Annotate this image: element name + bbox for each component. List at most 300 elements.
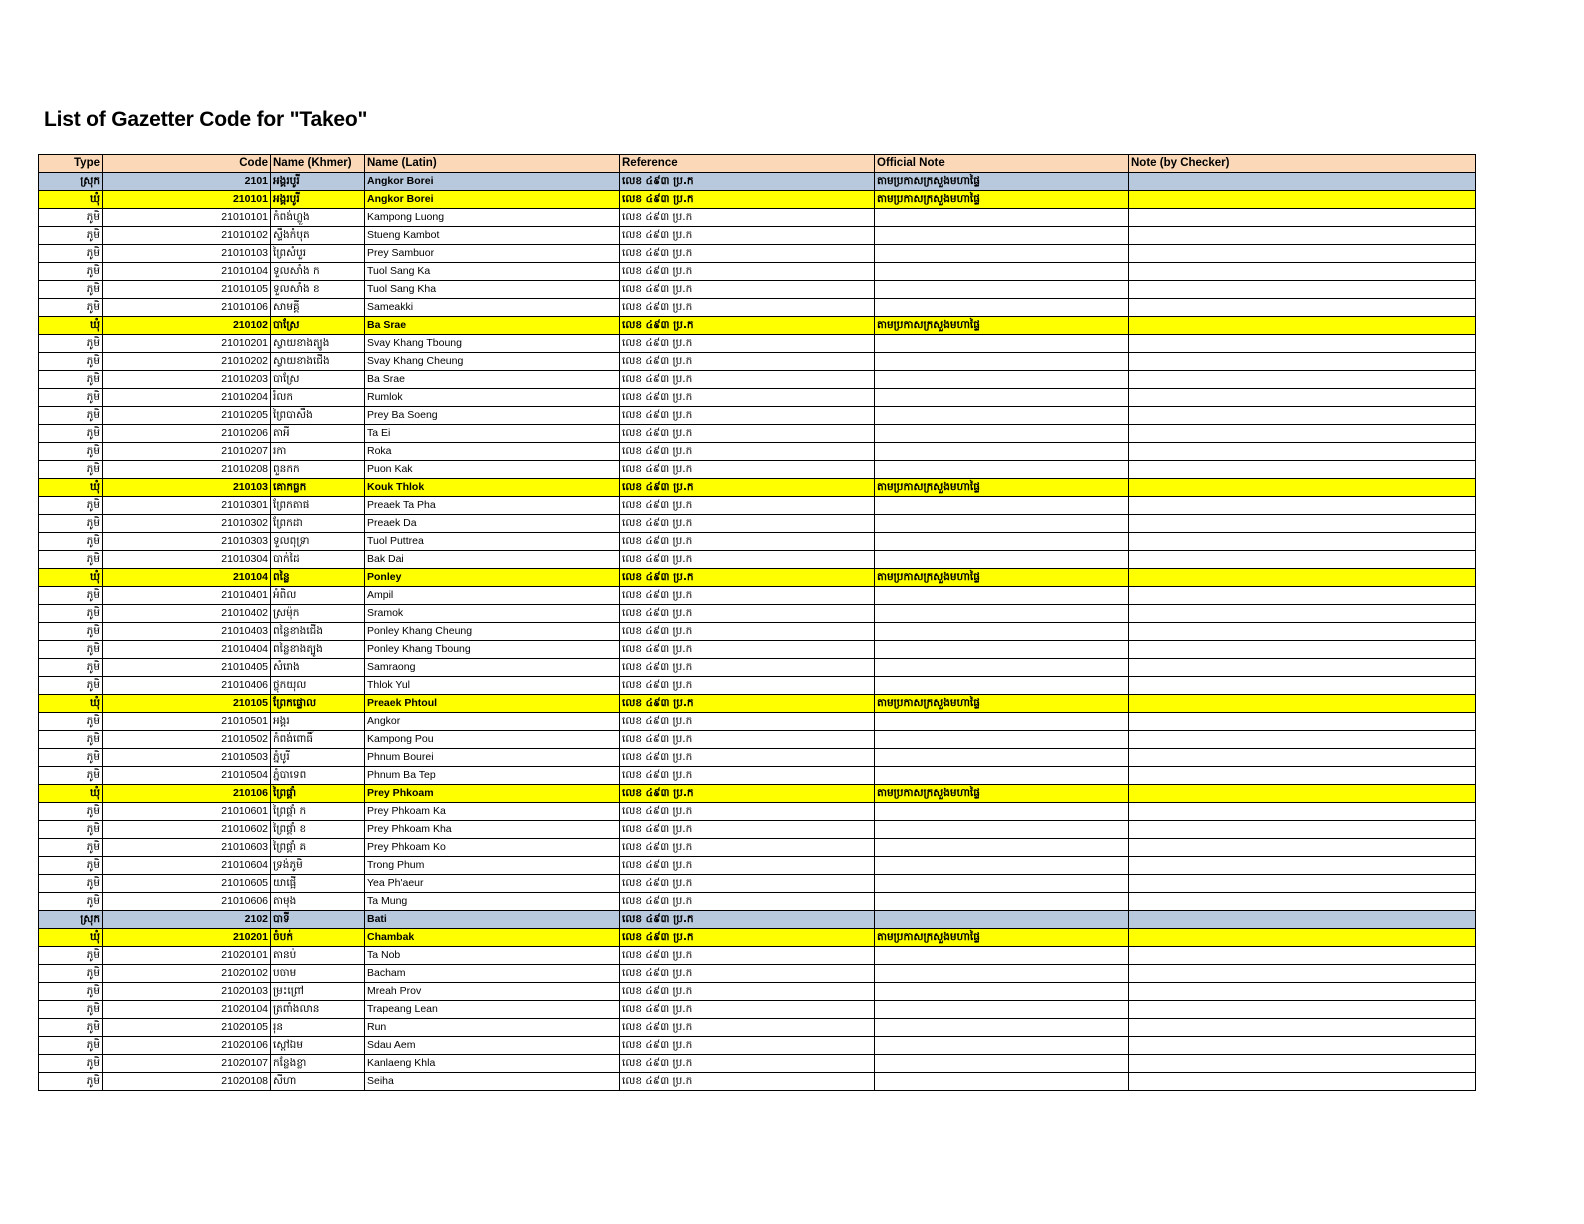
cell-official-note xyxy=(875,1001,1129,1019)
cell-name-khmer: ទ្រង់ភូមិ xyxy=(271,857,365,875)
cell-checker-note xyxy=(1129,407,1476,425)
table-row xyxy=(39,983,1476,1001)
cell-code: 21010501 xyxy=(103,713,271,731)
cell-code: 21010406 xyxy=(103,677,271,695)
cell-code: 21010101 xyxy=(103,209,271,227)
cell-name-khmer: សាមគ្គី xyxy=(271,299,365,317)
column-header-name-khmer: Name (Khmer) xyxy=(271,155,365,173)
cell-type: ភូមិ xyxy=(39,1001,103,1019)
cell-reference: លេខ ៤៩៣ ប្រ.ក xyxy=(620,191,875,209)
cell-name-khmer: ព្រៃផ្គាំ គ xyxy=(271,839,365,857)
table-row xyxy=(39,299,1476,317)
cell-name-latin: Ta Ei xyxy=(365,425,620,443)
cell-name-latin: Ta Nob xyxy=(365,947,620,965)
cell-checker-note xyxy=(1129,209,1476,227)
cell-name-khmer: កំពង់ពោធិ៍ xyxy=(271,731,365,749)
cell-name-khmer: គោកធ្លក xyxy=(271,479,365,497)
cell-name-khmer: អង្គរបូរី xyxy=(271,173,365,191)
table-row xyxy=(39,821,1476,839)
cell-name-khmer: ត្រពាំងលាន xyxy=(271,1001,365,1019)
table-row xyxy=(39,209,1476,227)
cell-code: 21010103 xyxy=(103,245,271,263)
cell-name-latin: Kouk Thlok xyxy=(365,479,620,497)
cell-type: ភូមិ xyxy=(39,875,103,893)
cell-name-khmer: រុន xyxy=(271,1019,365,1037)
cell-type: ភូមិ xyxy=(39,1055,103,1073)
cell-type: ភូមិ xyxy=(39,245,103,263)
cell-checker-note xyxy=(1129,353,1476,371)
table-row xyxy=(39,191,1476,209)
cell-checker-note xyxy=(1129,569,1476,587)
cell-checker-note xyxy=(1129,623,1476,641)
column-header-checker-note: Note (by Checker) xyxy=(1129,155,1476,173)
cell-type: ភូមិ xyxy=(39,983,103,1001)
cell-checker-note xyxy=(1129,425,1476,443)
cell-checker-note xyxy=(1129,551,1476,569)
cell-reference: លេខ ៤៩៣ ប្រ.ក xyxy=(620,335,875,353)
cell-name-latin: Mreah Prov xyxy=(365,983,620,1001)
cell-official-note: តាមប្រកាសក្រសួងមហាផ្ទៃ xyxy=(875,569,1129,587)
cell-reference: លេខ ៤៩៣ ប្រ.ក xyxy=(620,875,875,893)
table-row xyxy=(39,1073,1476,1091)
column-header-name-latin: Name (Latin) xyxy=(365,155,620,173)
table-row xyxy=(39,353,1476,371)
table-row xyxy=(39,605,1476,623)
column-header-reference: Reference xyxy=(620,155,875,173)
cell-name-latin: Preaek Da xyxy=(365,515,620,533)
cell-checker-note xyxy=(1129,1037,1476,1055)
cell-code: 210104 xyxy=(103,569,271,587)
cell-code: 21010403 xyxy=(103,623,271,641)
cell-name-khmer: ព្រៃបាសឹង xyxy=(271,407,365,425)
table-row xyxy=(39,263,1476,281)
cell-type: ភូមិ xyxy=(39,389,103,407)
table-row xyxy=(39,461,1476,479)
table-row xyxy=(39,1037,1476,1055)
cell-code: 21010602 xyxy=(103,821,271,839)
cell-code: 21010104 xyxy=(103,263,271,281)
cell-name-latin: Prey Sambuor xyxy=(365,245,620,263)
cell-code: 21020101 xyxy=(103,947,271,965)
cell-type: ភូមិ xyxy=(39,533,103,551)
cell-code: 21010604 xyxy=(103,857,271,875)
cell-name-latin: Angkor Borei xyxy=(365,191,620,209)
cell-checker-note xyxy=(1129,479,1476,497)
cell-code: 21010402 xyxy=(103,605,271,623)
cell-reference: លេខ ៤៩៣ ប្រ.ក xyxy=(620,677,875,695)
cell-code: 21010205 xyxy=(103,407,271,425)
cell-name-latin: Prey Phkoam Ko xyxy=(365,839,620,857)
cell-checker-note xyxy=(1129,389,1476,407)
cell-type: ឃុំ xyxy=(39,569,103,587)
cell-type: ភូមិ xyxy=(39,893,103,911)
cell-reference: លេខ ៤៩៣ ប្រ.ក xyxy=(620,479,875,497)
cell-official-note xyxy=(875,641,1129,659)
cell-official-note xyxy=(875,353,1129,371)
cell-official-note: តាមប្រកាសក្រសួងមហាផ្ទៃ xyxy=(875,785,1129,803)
cell-name-khmer: ភ្នំបូរី xyxy=(271,749,365,767)
cell-name-latin: Kampong Luong xyxy=(365,209,620,227)
cell-code: 21010401 xyxy=(103,587,271,605)
cell-type: ភូមិ xyxy=(39,335,103,353)
cell-official-note xyxy=(875,1037,1129,1055)
cell-checker-note xyxy=(1129,731,1476,749)
table-row xyxy=(39,1001,1476,1019)
cell-official-note xyxy=(875,371,1129,389)
cell-reference: លេខ ៤៩៣ ប្រ.ក xyxy=(620,227,875,245)
table-row xyxy=(39,1019,1476,1037)
cell-code: 2101 xyxy=(103,173,271,191)
cell-official-note xyxy=(875,533,1129,551)
cell-name-latin: Angkor Borei xyxy=(365,173,620,191)
cell-official-note xyxy=(875,1019,1129,1037)
table-row xyxy=(39,875,1476,893)
cell-checker-note xyxy=(1129,317,1476,335)
cell-official-note xyxy=(875,263,1129,281)
cell-code: 21010303 xyxy=(103,533,271,551)
cell-code: 210101 xyxy=(103,191,271,209)
cell-code: 21010605 xyxy=(103,875,271,893)
cell-code: 21020102 xyxy=(103,965,271,983)
cell-code: 21010102 xyxy=(103,227,271,245)
table-row xyxy=(39,335,1476,353)
cell-checker-note xyxy=(1129,299,1476,317)
cell-checker-note xyxy=(1129,641,1476,659)
cell-name-latin: Ta Mung xyxy=(365,893,620,911)
cell-official-note xyxy=(875,911,1129,929)
cell-reference: លេខ ៤៩៣ ប្រ.ក xyxy=(620,893,875,911)
cell-name-khmer: ពន្លៃ xyxy=(271,569,365,587)
table-row xyxy=(39,767,1476,785)
cell-name-khmer: សំរោង xyxy=(271,659,365,677)
cell-type: ភូមិ xyxy=(39,209,103,227)
cell-official-note xyxy=(875,965,1129,983)
cell-name-khmer: ព្រែកដា xyxy=(271,515,365,533)
cell-type: ភូមិ xyxy=(39,497,103,515)
cell-checker-note xyxy=(1129,677,1476,695)
cell-official-note xyxy=(875,281,1129,299)
table-row xyxy=(39,731,1476,749)
cell-reference: លេខ ៤៩៣ ប្រ.ក xyxy=(620,443,875,461)
cell-name-latin: Tuol Sang Ka xyxy=(365,263,620,281)
cell-name-latin: Trapeang Lean xyxy=(365,1001,620,1019)
cell-name-khmer: ភ្នំបាទេព xyxy=(271,767,365,785)
cell-type: ភូមិ xyxy=(39,677,103,695)
table-row xyxy=(39,713,1476,731)
cell-name-latin: Angkor xyxy=(365,713,620,731)
table-row xyxy=(39,443,1476,461)
table-row xyxy=(39,551,1476,569)
cell-official-note xyxy=(875,551,1129,569)
cell-checker-note xyxy=(1129,371,1476,389)
cell-name-khmer: អង្គរ xyxy=(271,713,365,731)
cell-checker-note xyxy=(1129,767,1476,785)
column-header-type: Type xyxy=(39,155,103,173)
cell-code: 21020105 xyxy=(103,1019,271,1037)
cell-checker-note xyxy=(1129,713,1476,731)
cell-type: ភូមិ xyxy=(39,947,103,965)
column-header-official-note: Official Note xyxy=(875,155,1129,173)
cell-name-latin: Trong Phum xyxy=(365,857,620,875)
cell-name-khmer: ស្វាយខាងជើង xyxy=(271,353,365,371)
cell-code: 21010606 xyxy=(103,893,271,911)
cell-checker-note xyxy=(1129,947,1476,965)
cell-reference: លេខ ៤៩៣ ប្រ.ក xyxy=(620,965,875,983)
cell-official-note xyxy=(875,515,1129,533)
cell-name-latin: Ponley xyxy=(365,569,620,587)
page-title: List of Gazetter Code for "Takeo" xyxy=(44,108,368,131)
cell-name-khmer: ស្រម៉ុក xyxy=(271,605,365,623)
cell-name-latin: Puon Kak xyxy=(365,461,620,479)
cell-name-latin: Phnum Bourei xyxy=(365,749,620,767)
cell-type: ឃុំ xyxy=(39,695,103,713)
table-row xyxy=(39,749,1476,767)
table-row xyxy=(39,173,1476,191)
table-row xyxy=(39,389,1476,407)
cell-name-latin: Kanlaeng Khla xyxy=(365,1055,620,1073)
cell-name-khmer: យាផ្អើ xyxy=(271,875,365,893)
cell-official-note xyxy=(875,821,1129,839)
cell-code: 21020107 xyxy=(103,1055,271,1073)
cell-name-khmer: ទួលពុទ្រា xyxy=(271,533,365,551)
cell-name-khmer: តានប់ xyxy=(271,947,365,965)
cell-name-khmer: ទួលសាំង ខ xyxy=(271,281,365,299)
cell-name-latin: Stueng Kambot xyxy=(365,227,620,245)
cell-reference: លេខ ៤៩៣ ប្រ.ក xyxy=(620,533,875,551)
cell-official-note xyxy=(875,839,1129,857)
cell-official-note xyxy=(875,767,1129,785)
cell-name-latin: Rumlok xyxy=(365,389,620,407)
cell-name-latin: Phnum Ba Tep xyxy=(365,767,620,785)
cell-code: 210102 xyxy=(103,317,271,335)
cell-code: 21010301 xyxy=(103,497,271,515)
cell-type: ភូមិ xyxy=(39,659,103,677)
cell-type: ស្រុក xyxy=(39,173,103,191)
cell-name-latin: Yea Ph'aeur xyxy=(365,875,620,893)
cell-checker-note xyxy=(1129,515,1476,533)
cell-name-latin: Seiha xyxy=(365,1073,620,1091)
cell-checker-note xyxy=(1129,875,1476,893)
cell-checker-note xyxy=(1129,1001,1476,1019)
cell-official-note: តាមប្រកាសក្រសួងមហាផ្ទៃ xyxy=(875,317,1129,335)
cell-type: ភូមិ xyxy=(39,857,103,875)
cell-official-note xyxy=(875,389,1129,407)
cell-name-khmer: អំពិល xyxy=(271,587,365,605)
cell-name-latin: Svay Khang Tboung xyxy=(365,335,620,353)
cell-checker-note xyxy=(1129,965,1476,983)
cell-code: 210103 xyxy=(103,479,271,497)
cell-checker-note xyxy=(1129,443,1476,461)
cell-name-khmer: ព្រៃផ្គាំ ខ xyxy=(271,821,365,839)
cell-reference: លេខ ៤៩៣ ប្រ.ក xyxy=(620,173,875,191)
cell-name-khmer: បចាម xyxy=(271,965,365,983)
cell-code: 21010601 xyxy=(103,803,271,821)
cell-name-latin: Ba Srae xyxy=(365,317,620,335)
cell-name-latin: Prey Phkoam Kha xyxy=(365,821,620,839)
cell-type: ភូមិ xyxy=(39,443,103,461)
cell-code: 2102 xyxy=(103,911,271,929)
cell-name-latin: Preaek Ta Pha xyxy=(365,497,620,515)
cell-code: 21020104 xyxy=(103,1001,271,1019)
cell-reference: លេខ ៤៩៣ ប្រ.ក xyxy=(620,497,875,515)
cell-checker-note xyxy=(1129,659,1476,677)
cell-name-khmer: ព្រៃផ្គាំ ក xyxy=(271,803,365,821)
cell-code: 21010106 xyxy=(103,299,271,317)
cell-code: 21010503 xyxy=(103,749,271,767)
cell-type: ភូមិ xyxy=(39,767,103,785)
cell-type: ភូមិ xyxy=(39,731,103,749)
cell-official-note: តាមប្រកាសក្រសួងមហាផ្ទៃ xyxy=(875,173,1129,191)
cell-name-latin: Bati xyxy=(365,911,620,929)
cell-type: ភូមិ xyxy=(39,353,103,371)
cell-type: ភូមិ xyxy=(39,641,103,659)
table-row xyxy=(39,245,1476,263)
table-body xyxy=(39,173,1476,1091)
cell-official-note: តាមប្រកាសក្រសួងមហាផ្ទៃ xyxy=(875,929,1129,947)
cell-reference: លេខ ៤៩៣ ប្រ.ក xyxy=(620,947,875,965)
cell-name-latin: Bak Dai xyxy=(365,551,620,569)
cell-reference: លេខ ៤៩៣ ប្រ.ក xyxy=(620,1055,875,1073)
cell-official-note xyxy=(875,443,1129,461)
cell-official-note xyxy=(875,749,1129,767)
cell-reference: លេខ ៤៩៣ ប្រ.ក xyxy=(620,713,875,731)
cell-reference: លេខ ៤៩៣ ប្រ.ក xyxy=(620,749,875,767)
cell-reference: លេខ ៤៩៣ ប្រ.ក xyxy=(620,371,875,389)
cell-official-note xyxy=(875,713,1129,731)
cell-code: 210105 xyxy=(103,695,271,713)
cell-official-note xyxy=(875,1055,1129,1073)
cell-type: ភូមិ xyxy=(39,803,103,821)
cell-official-note xyxy=(875,209,1129,227)
cell-name-khmer: ព្រៃសំបួរ xyxy=(271,245,365,263)
cell-checker-note xyxy=(1129,929,1476,947)
cell-name-latin: Run xyxy=(365,1019,620,1037)
cell-type: ស្រុក xyxy=(39,911,103,929)
cell-reference: លេខ ៤៩៣ ប្រ.ក xyxy=(620,641,875,659)
table-row xyxy=(39,371,1476,389)
cell-name-khmer: បាស្រែ xyxy=(271,371,365,389)
cell-reference: លេខ ៤៩៣ ប្រ.ក xyxy=(620,1001,875,1019)
cell-name-khmer: កំពង់ហ្លួង xyxy=(271,209,365,227)
cell-name-khmer: តាអី xyxy=(271,425,365,443)
cell-checker-note xyxy=(1129,911,1476,929)
table-row xyxy=(39,803,1476,821)
table-row xyxy=(39,695,1476,713)
cell-official-note xyxy=(875,983,1129,1001)
cell-name-latin: Roka xyxy=(365,443,620,461)
cell-name-latin: Kampong Pou xyxy=(365,731,620,749)
cell-name-latin: Svay Khang Cheung xyxy=(365,353,620,371)
cell-name-latin: Ba Srae xyxy=(365,371,620,389)
cell-official-note xyxy=(875,425,1129,443)
column-header-code: Code xyxy=(103,155,271,173)
cell-name-latin: Ampil xyxy=(365,587,620,605)
gazetteer-table xyxy=(38,154,1476,1091)
cell-reference: លេខ ៤៩៣ ប្រ.ក xyxy=(620,605,875,623)
cell-code: 210201 xyxy=(103,929,271,947)
cell-checker-note xyxy=(1129,497,1476,515)
cell-code: 21020103 xyxy=(103,983,271,1001)
cell-checker-note xyxy=(1129,245,1476,263)
cell-name-khmer: អង្គរបូរី xyxy=(271,191,365,209)
cell-name-latin: Ponley Khang Cheung xyxy=(365,623,620,641)
cell-name-latin: Sdau Aem xyxy=(365,1037,620,1055)
cell-type: ឃុំ xyxy=(39,785,103,803)
cell-code: 21010208 xyxy=(103,461,271,479)
cell-checker-note xyxy=(1129,461,1476,479)
cell-name-latin: Thlok Yul xyxy=(365,677,620,695)
table-row xyxy=(39,407,1476,425)
cell-code: 21010603 xyxy=(103,839,271,857)
table-header-row xyxy=(39,155,1476,173)
cell-official-note xyxy=(875,227,1129,245)
cell-name-khmer: ព្រៃផ្គាំ xyxy=(271,785,365,803)
cell-code: 21010405 xyxy=(103,659,271,677)
table-row xyxy=(39,947,1476,965)
cell-code: 21010206 xyxy=(103,425,271,443)
cell-type: ឃុំ xyxy=(39,191,103,209)
cell-reference: លេខ ៤៩៣ ប្រ.ក xyxy=(620,1037,875,1055)
cell-name-latin: Sameakki xyxy=(365,299,620,317)
cell-reference: លេខ ៤៩៣ ប្រ.ក xyxy=(620,857,875,875)
cell-name-latin: Ponley Khang Tboung xyxy=(365,641,620,659)
cell-checker-note xyxy=(1129,191,1476,209)
cell-type: ភូមិ xyxy=(39,749,103,767)
cell-reference: លេខ ៤៩៣ ប្រ.ក xyxy=(620,983,875,1001)
table-row xyxy=(39,569,1476,587)
cell-checker-note xyxy=(1129,1073,1476,1091)
cell-reference: លេខ ៤៩៣ ប្រ.ក xyxy=(620,569,875,587)
cell-official-note xyxy=(875,659,1129,677)
cell-code: 21010404 xyxy=(103,641,271,659)
table-row xyxy=(39,317,1476,335)
cell-official-note xyxy=(875,299,1129,317)
cell-name-khmer: ចំបក់ xyxy=(271,929,365,947)
cell-name-khmer: ពួនកក xyxy=(271,461,365,479)
cell-code: 21020108 xyxy=(103,1073,271,1091)
table-row xyxy=(39,1055,1476,1073)
cell-name-khmer: រកា xyxy=(271,443,365,461)
table-row xyxy=(39,929,1476,947)
cell-name-khmer: ព្រែកផ្ទោល xyxy=(271,695,365,713)
cell-type: ភូមិ xyxy=(39,839,103,857)
cell-reference: លេខ ៤៩៣ ប្រ.ក xyxy=(620,263,875,281)
cell-official-note xyxy=(875,623,1129,641)
cell-name-khmer: ស្ទឹងកំបុត xyxy=(271,227,365,245)
cell-code: 21010502 xyxy=(103,731,271,749)
table-row xyxy=(39,893,1476,911)
cell-reference: លេខ ៤៩៣ ប្រ.ក xyxy=(620,821,875,839)
cell-name-latin: Bacham xyxy=(365,965,620,983)
cell-checker-note xyxy=(1129,1019,1476,1037)
cell-official-note: តាមប្រកាសក្រសួងមហាផ្ទៃ xyxy=(875,479,1129,497)
cell-official-note xyxy=(875,497,1129,515)
cell-type: ភូមិ xyxy=(39,587,103,605)
cell-type: ភូមិ xyxy=(39,515,103,533)
cell-checker-note xyxy=(1129,1055,1476,1073)
table-row xyxy=(39,515,1476,533)
cell-reference: លេខ ៤៩៣ ប្រ.ក xyxy=(620,299,875,317)
table-row xyxy=(39,227,1476,245)
cell-checker-note xyxy=(1129,173,1476,191)
table-row xyxy=(39,965,1476,983)
cell-code: 21010202 xyxy=(103,353,271,371)
cell-type: ភូមិ xyxy=(39,821,103,839)
cell-official-note xyxy=(875,245,1129,263)
cell-reference: លេខ ៤៩៣ ប្រ.ក xyxy=(620,461,875,479)
cell-type: ឃុំ xyxy=(39,479,103,497)
cell-official-note xyxy=(875,605,1129,623)
